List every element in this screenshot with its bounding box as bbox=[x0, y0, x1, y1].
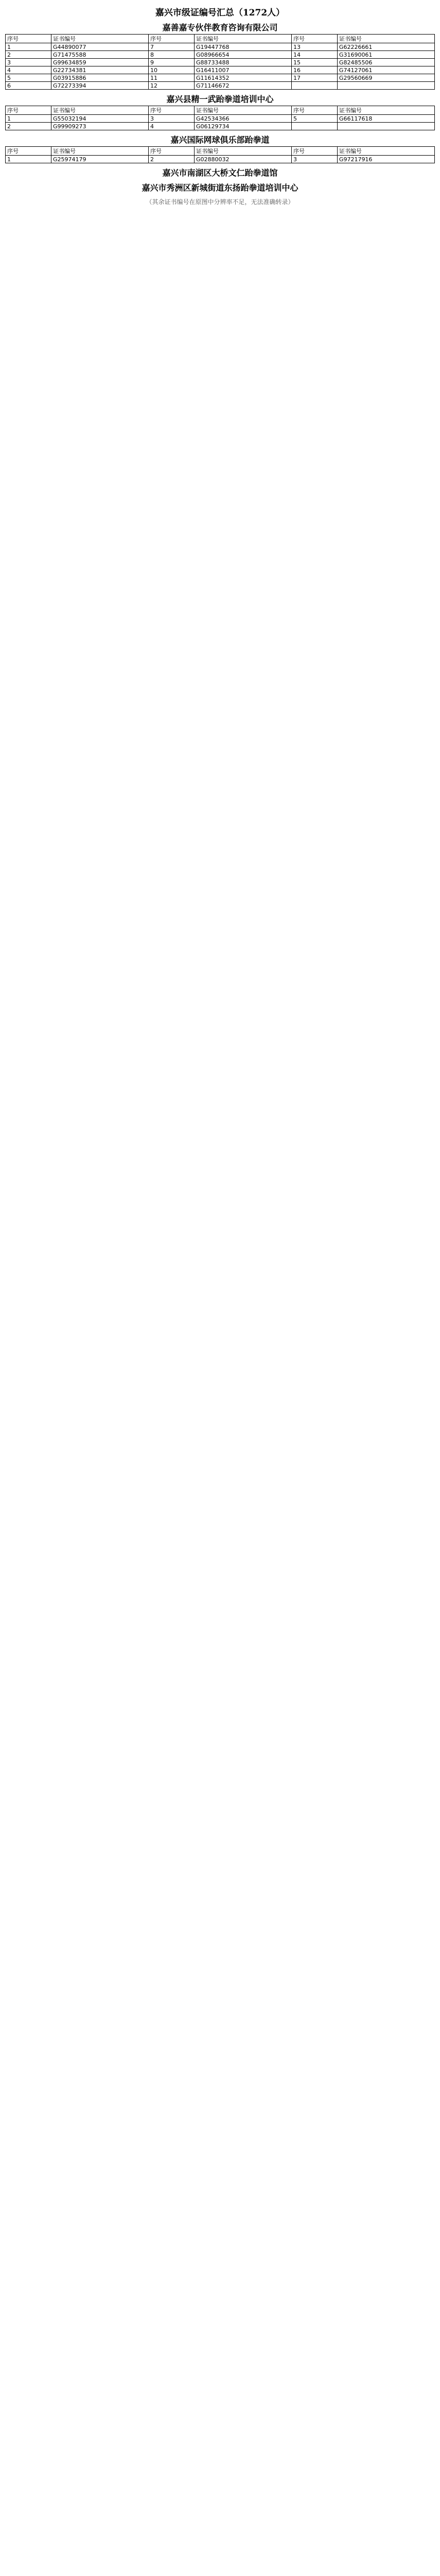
cert-number-cell: G25974179 bbox=[51, 156, 148, 163]
seq-cell: 9 bbox=[148, 59, 194, 66]
seq-cell: 5 bbox=[6, 74, 51, 82]
header-cert: 证书编号 bbox=[51, 35, 148, 43]
seq-cell: 4 bbox=[6, 66, 51, 74]
seq-cell: 12 bbox=[148, 82, 194, 90]
header-seq: 序号 bbox=[6, 35, 51, 43]
table-row bbox=[6, 43, 435, 51]
section-title: 嘉兴市南湖区大桥文仁跆拳道馆 bbox=[162, 168, 278, 178]
header-seq: 序号 bbox=[148, 35, 194, 43]
seq-cell: 16 bbox=[291, 66, 337, 74]
cert-number-cell: G66117618 bbox=[337, 115, 434, 123]
cert-number-cell: G71146672 bbox=[194, 82, 291, 90]
cert-number-cell: G71475588 bbox=[51, 51, 148, 59]
cert-number-cell: G97217916 bbox=[337, 156, 434, 163]
certificate-table bbox=[5, 146, 435, 163]
seq-cell: 10 bbox=[148, 66, 194, 74]
section-title: 嘉兴县精一武跆拳道培训中心 bbox=[166, 94, 274, 104]
cert-number-cell bbox=[337, 82, 434, 90]
table-header-row bbox=[6, 106, 435, 115]
seq-cell: 5 bbox=[291, 115, 337, 123]
cert-number-cell: G29560669 bbox=[337, 74, 434, 82]
table-header-row bbox=[6, 147, 435, 156]
table-row bbox=[6, 123, 435, 130]
document-title: 嘉兴市级证编号汇总（1272人） bbox=[155, 8, 285, 18]
sections-container bbox=[5, 21, 435, 193]
seq-cell: 3 bbox=[6, 59, 51, 66]
table-row bbox=[6, 66, 435, 74]
seq-cell: 17 bbox=[291, 74, 337, 82]
header-cert: 证书编号 bbox=[194, 35, 291, 43]
table-header-row bbox=[6, 35, 435, 43]
table-row bbox=[6, 156, 435, 163]
seq-cell: 2 bbox=[6, 51, 51, 59]
header-seq: 序号 bbox=[291, 35, 337, 43]
cert-number-cell: G06129734 bbox=[194, 123, 291, 130]
cert-number-cell: G62226661 bbox=[337, 43, 434, 51]
seq-cell: 15 bbox=[291, 59, 337, 66]
header-cert: 证书编号 bbox=[51, 106, 148, 115]
header-seq: 序号 bbox=[148, 106, 194, 115]
certificate-table bbox=[5, 106, 435, 130]
header-cert: 证书编号 bbox=[337, 106, 434, 115]
seq-cell: 2 bbox=[148, 156, 194, 163]
section-title: 嘉兴国际网球俱乐部跆拳道 bbox=[170, 135, 270, 145]
header-seq: 序号 bbox=[148, 147, 194, 156]
cert-number-cell: G31690061 bbox=[337, 51, 434, 59]
cert-number-cell: G99909273 bbox=[51, 123, 148, 130]
cert-number-cell: G22734381 bbox=[51, 66, 148, 74]
seq-cell bbox=[291, 123, 337, 130]
cert-number-cell: G74127061 bbox=[337, 66, 434, 74]
cert-number-cell: G82485506 bbox=[337, 59, 434, 66]
transcription-note: （其余证书编号在原图中分辨率不足，无法准确转录） bbox=[146, 198, 294, 206]
document bbox=[5, 0, 435, 206]
seq-cell: 7 bbox=[148, 43, 194, 51]
cert-number-cell: G99634859 bbox=[51, 59, 148, 66]
cert-number-cell: G19447768 bbox=[194, 43, 291, 51]
header-cert: 证书编号 bbox=[194, 106, 291, 115]
header-seq: 序号 bbox=[291, 106, 337, 115]
seq-cell: 6 bbox=[6, 82, 51, 90]
seq-cell: 11 bbox=[148, 74, 194, 82]
cert-number-cell: G11614352 bbox=[194, 74, 291, 82]
seq-cell bbox=[291, 82, 337, 90]
table-row bbox=[6, 82, 435, 90]
table-row bbox=[6, 59, 435, 66]
cert-number-cell: G08966654 bbox=[194, 51, 291, 59]
cert-number-cell bbox=[337, 123, 434, 130]
seq-cell: 1 bbox=[6, 43, 51, 51]
seq-cell: 4 bbox=[148, 123, 194, 130]
cert-number-cell: G44890077 bbox=[51, 43, 148, 51]
cert-number-cell: G02880032 bbox=[194, 156, 291, 163]
certificate-table bbox=[5, 34, 435, 90]
header-seq: 序号 bbox=[291, 147, 337, 156]
header-cert: 证书编号 bbox=[51, 147, 148, 156]
seq-cell: 2 bbox=[6, 123, 51, 130]
seq-cell: 1 bbox=[6, 115, 51, 123]
cert-number-cell: G42534366 bbox=[194, 115, 291, 123]
header-seq: 序号 bbox=[6, 106, 51, 115]
table-row bbox=[6, 115, 435, 123]
section-title: 嘉善嘉专伙伴教育咨询有限公司 bbox=[162, 23, 278, 32]
seq-cell: 8 bbox=[148, 51, 194, 59]
table-row bbox=[6, 74, 435, 82]
cert-number-cell: G55032194 bbox=[51, 115, 148, 123]
cert-number-cell: G72273394 bbox=[51, 82, 148, 90]
seq-cell: 14 bbox=[291, 51, 337, 59]
seq-cell: 3 bbox=[291, 156, 337, 163]
cert-number-cell: G16411007 bbox=[194, 66, 291, 74]
table-row bbox=[6, 51, 435, 59]
seq-cell: 3 bbox=[148, 115, 194, 123]
seq-cell: 1 bbox=[6, 156, 51, 163]
seq-cell: 13 bbox=[291, 43, 337, 51]
header-seq: 序号 bbox=[6, 147, 51, 156]
cert-number-cell: G03915886 bbox=[51, 74, 148, 82]
section-title: 嘉兴市秀洲区新城街道东扬跆拳道培训中心 bbox=[142, 183, 298, 193]
header-cert: 证书编号 bbox=[337, 35, 434, 43]
header-cert: 证书编号 bbox=[194, 147, 291, 156]
header-cert: 证书编号 bbox=[337, 147, 434, 156]
cert-number-cell: G88733488 bbox=[194, 59, 291, 66]
